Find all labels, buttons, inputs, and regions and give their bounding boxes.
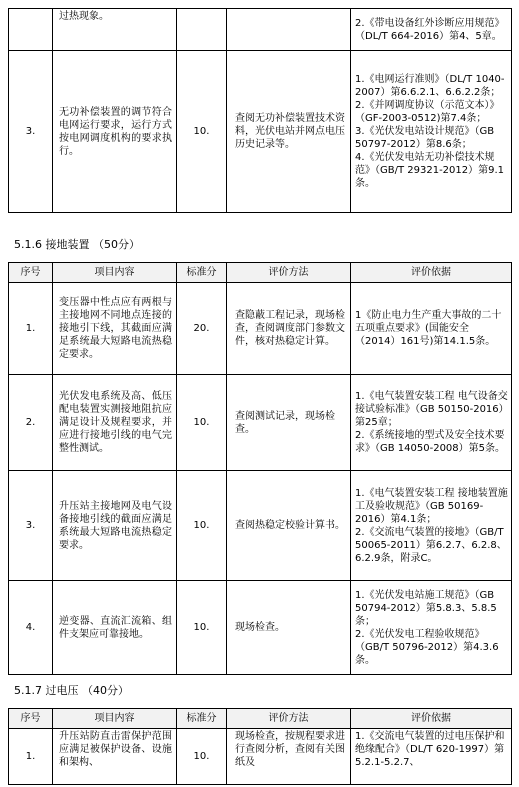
basis-item: 1.《光伏发电站施工规范》（GB 50794-2012）第5.8.3、5.8.5条； — [355, 589, 497, 627]
section-title: 5.1.6 接地装置 — [14, 238, 90, 251]
row-number — [9, 9, 53, 51]
table-continued — [8, 8, 512, 213]
basis-item: 1.《电网运行准则》（DL/T 1040-2007）第6.6.2.1、6.6.2.2条； — [355, 74, 505, 98]
row-number: 4. — [9, 581, 53, 675]
table-overvoltage — [8, 708, 512, 785]
basis-item: 1.《电气装置安装工程 电气设备交接试验标准》（GB 50150-2016）第25章； — [355, 391, 508, 428]
table-row — [9, 51, 512, 213]
standard-score — [177, 9, 227, 51]
row-number: 3. — [9, 51, 53, 213]
item-content: 无功补偿装置的调节符合电网运行要求，运行方式按电网调度机构的要求执行。 — [53, 51, 177, 213]
evaluation-basis — [351, 471, 512, 581]
evaluation-basis — [351, 375, 512, 471]
evaluation-basis — [351, 283, 512, 375]
standard-score: 10. — [177, 51, 227, 213]
section-heading-516 — [14, 238, 140, 252]
header-content: 项目内容 — [53, 709, 177, 729]
evaluation-basis — [351, 51, 512, 213]
header-basis: 评价依据 — [351, 263, 512, 283]
basis-item: 1《防止电力生产重大事故的二十五项重点要求》(国能安全（2014）161号)第14.1.5条。 — [355, 310, 502, 347]
table-row — [9, 9, 512, 51]
basis-item: 4.《光伏发电站无功补偿技术规范》（GB/T 29321-2012）第9.1条。 — [355, 152, 505, 189]
evaluation-method: 现场检查，按规程要求进行查阅分析，查阅有关图纸及 — [227, 729, 351, 785]
item-content: 过热现象。 — [53, 9, 177, 51]
item-content: 变压器中性点应有两根与主接地网不同地点连接的接地引下线，其截面应满足系统最大短路电流热稳定要求。 — [53, 283, 177, 375]
table-row — [9, 729, 512, 785]
evaluation-method: 查阅热稳定校验计算书。 — [227, 471, 351, 581]
standard-score: 10. — [177, 471, 227, 581]
section-heading-517 — [14, 684, 129, 698]
item-content: 逆变器、直流汇流箱、组件支架应可靠接地。 — [53, 581, 177, 675]
basis-item: 2.《带电设备红外诊断应用规范》（DL/T 664-2016）第4、5章。 — [355, 17, 505, 42]
row-number: 1. — [9, 283, 53, 375]
section-title: 5.1.7 过电压 — [14, 684, 79, 697]
table-row — [9, 375, 512, 471]
header-score: 标准分 — [177, 263, 227, 283]
evaluation-basis — [351, 581, 512, 675]
table-row — [9, 283, 512, 375]
evaluation-method: 查隐蔽工程记录，现场检查，查阅调度部门参数文件，核对热稳定计算。 — [227, 283, 351, 375]
evaluation-method — [227, 9, 351, 51]
evaluation-basis — [351, 729, 512, 785]
evaluation-method: 现场检查。 — [227, 581, 351, 675]
section-score: （50分） — [93, 238, 140, 251]
standard-score: 10. — [177, 375, 227, 471]
standard-score: 10. — [177, 581, 227, 675]
basis-item: 1.《电气装置安装工程 接地装置施工及验收规范》（GB 50169-2016）第4.1条； — [355, 487, 508, 525]
standard-score: 20. — [177, 283, 227, 375]
header-method: 评价方法 — [227, 709, 351, 729]
header-method: 评价方法 — [227, 263, 351, 283]
section-score: （40分） — [82, 684, 129, 697]
basis-item: 1.《交流电气装置的过电压保护和绝缘配合》（DL/T 620-1997）第5.2.1-5.2.7、 — [355, 731, 505, 768]
basis-item: 2.《系统接地的型式及安全技术要求》（GB 14050-2008）第5条。 — [355, 430, 506, 454]
table-grounding — [8, 262, 512, 675]
table-row — [9, 471, 512, 581]
header-basis: 评价依据 — [351, 709, 512, 729]
row-number: 2. — [9, 375, 53, 471]
header-content: 项目内容 — [53, 263, 177, 283]
header-score: 标准分 — [177, 709, 227, 729]
evaluation-method: 查阅测试记录，现场检查。 — [227, 375, 351, 471]
table-header-row — [9, 709, 512, 729]
row-number: 3. — [9, 471, 53, 581]
basis-item: 2.《并网调度协议（示范文本）》（GF-2003-0512)第7.4条； — [355, 100, 500, 124]
table-header-row — [9, 263, 512, 283]
header-number: 序号 — [9, 263, 53, 283]
header-number: 序号 — [9, 709, 53, 729]
basis-item: 2.《交流电气装置的接地》（GB/T 50065-2011）第6.2.7、6.2.8、6.2.9条，附录C。 — [355, 526, 507, 564]
item-content: 光伏发电系统及高、低压配电装置实测接地阻抗应满足设计及规程要求，并应进行接地引线的电气完整性测试。 — [53, 375, 177, 471]
item-content: 升压站防直击雷保护范围应满足被保护设备、设施和架构、 — [53, 729, 177, 785]
item-content: 升压站主接地网及电气设备接地引线的截面应满足系统最大短路电流热稳定要求。 — [53, 471, 177, 581]
basis-item: 3.《光伏发电站设计规范》（GB 50797-2012）第8.6条； — [355, 126, 495, 150]
row-number: 1. — [9, 729, 53, 785]
evaluation-method: 查阅无功补偿装置技术资料，光伏电站并网点电压历史记录等。 — [227, 51, 351, 213]
basis-item: 2.《光伏发电工程验收规范》（GB/T 50796-2012）第4.3.6条。 — [355, 628, 499, 666]
standard-score: 10. — [177, 729, 227, 785]
evaluation-basis — [351, 9, 512, 51]
table-row — [9, 581, 512, 675]
